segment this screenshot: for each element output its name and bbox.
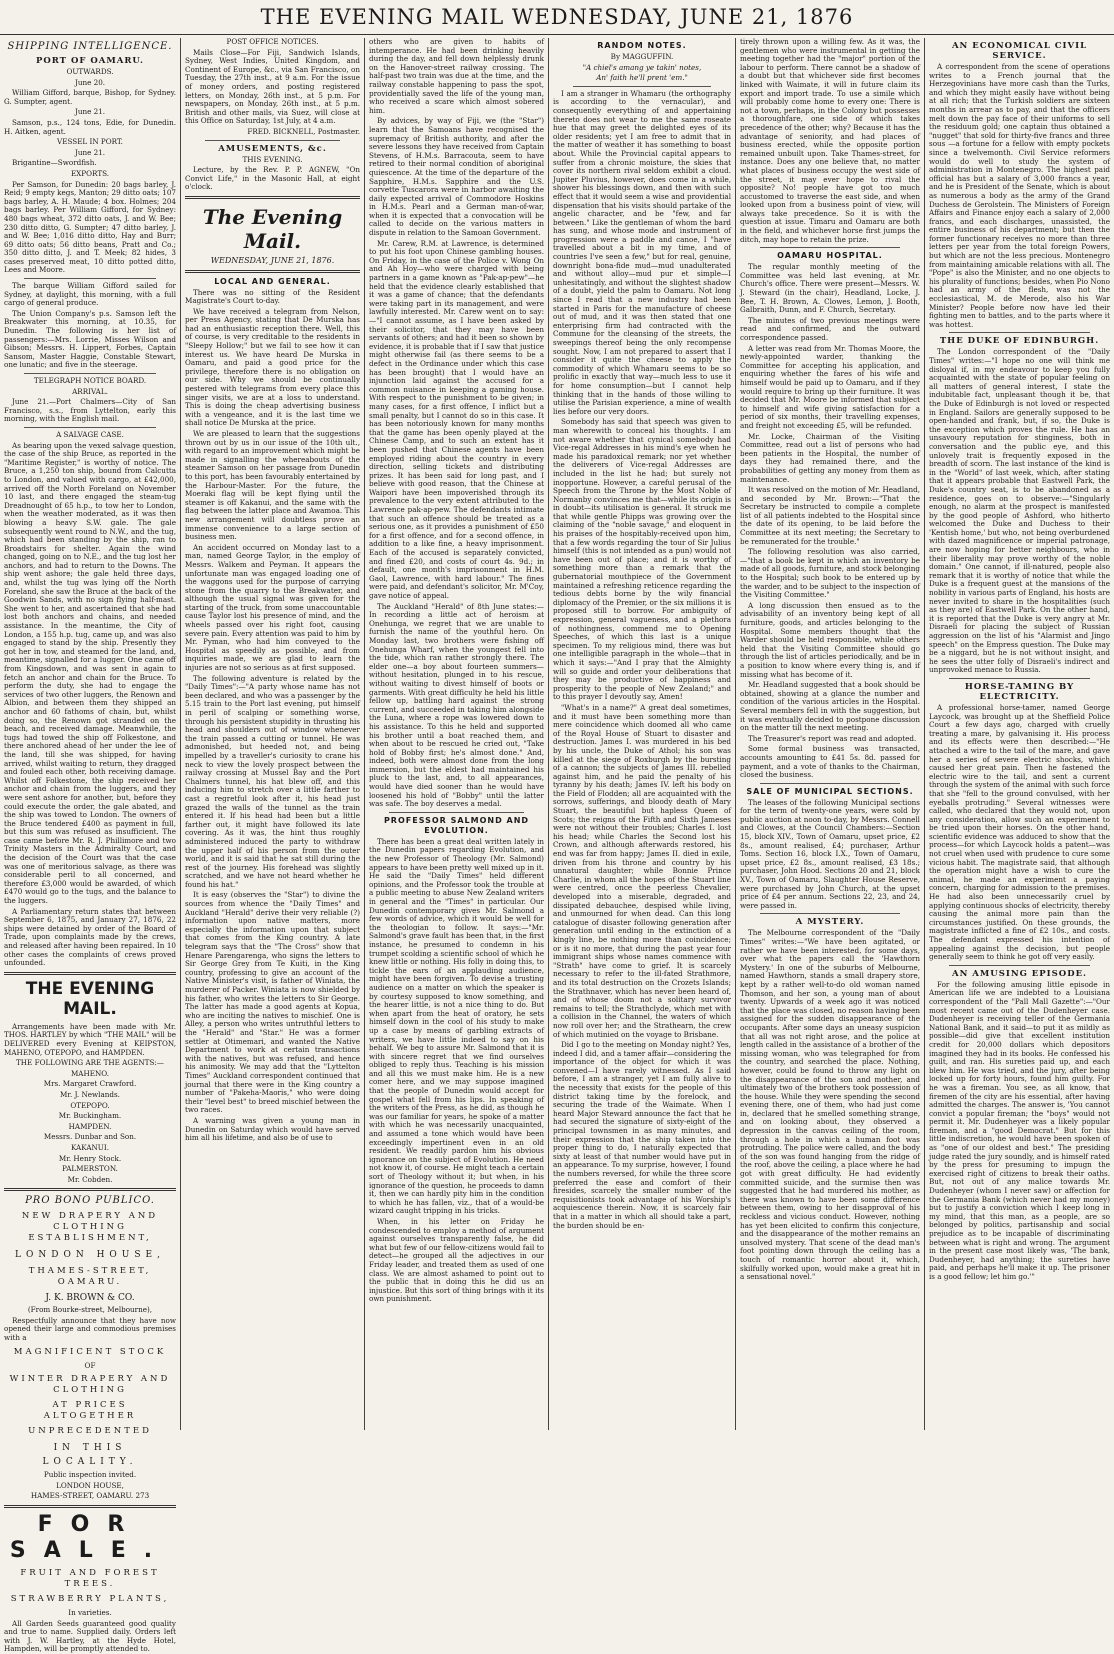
paragraph: A warning was given a young man in Dunedin on Saturday which would have served him all his lifetime, and also be of use to — [185, 1115, 360, 1143]
telegraph-head: TELEGRAPH NOTICE BOARD. — [33, 376, 147, 385]
divider — [949, 332, 1090, 333]
prices-line: AT PRICES ALTOGETHER — [43, 1400, 137, 1422]
bourke-street: (From Bourke-street, Melbourne), — [27, 1305, 153, 1315]
divider — [24, 278, 156, 279]
paragraph: The following adventure is related by the "Daily Times":—"A party whose name has not been declared, and who was a passenger by the 5.15 train to the Port last evening, put himself in peril of scalping or something worse, through his persistent stupidity in thrusting his head and shoulders out of window whenever the train passed a cutting or tunnel. He was admonished, but heeded not, and being impelled by a traveller's curiosity to crane his neck to view the lovely prospect between the railway crossing at Mussel Bay and the Port Chalmers tunnel, his hat blew off, and this inducing him to stretch over a little farther to cast a regretful look after it, his head just grazed the walls of the tunnel as the train entered it. If his head had been but a little farther out, it might have followed its late covering. As it was, the hint thus roughly administered induced the party to withdraw the upper half of his person from the outer world, and it is said that he sat still during the rest of the journey. His forehead was slightly scratched, and we have not heard whether he found his hat." — [185, 673, 360, 889]
announce: Respectfully announce that they have now opened their large and commodious premises with a — [4, 1315, 176, 1343]
masthead: THE EVENING MAIL WEDNESDAY, JUNE 21, 1876 — [0, 0, 1114, 35]
paper-title: The Evening Mail. — [202, 204, 343, 253]
agent-line: KAKANUI. — [70, 1142, 109, 1152]
divider — [949, 965, 1090, 966]
agent-line: Mr. Henry Stock. — [58, 1153, 122, 1163]
double-rule — [4, 972, 176, 975]
hospital-head: OAMARU HOSPITAL. — [777, 251, 883, 261]
amusing-episode-head: AN AMUSING EPISODE. — [951, 968, 1088, 979]
this-evening: THIS EVENING. — [242, 154, 303, 164]
entry-2: Samson, p.s., 124 tons, Edie, for Dunedin. H. Aitken, agent. — [4, 117, 176, 136]
magnificent-stock: MAGNIFICENT STOCK — [13, 1346, 167, 1357]
paragraph: The Melbourne correspondent of the "Daily Times" writes:—"We have been agitated, or rather we have been interested, for some days, over what the papers call the 'Hawthorn Mystery.' In one of the suburbs of Melbourne, named Hawthorn, stands a small drapery store, kept by a rather well-to-do old woman named Thomson, and her son, a young man of about twenty. Upwards of a week ago it was noticed that the place was closed, no reason having been assigned for the sudden disappearance of the occupants. After some days an uneasy suspicion that all was not right arose, and the police at length called in the assistance of a brother of the missing woman, who was telegraphed for from the country, and searched the place. Nothing, however, could be found to throw any light on the disappearance of the son and mother, and ultimately two of the brothers took possession of the house. While they were spending the second evening there, one of them, who had just come in, declared that he smelled something strange, and on looking about, they observed a depression in the canvas ceiling of the room, through a hole in which a human foot was protruding. The police were called, and the body of the son was found hanging from the ridge of the roof, above the ceiling, a place where he had got with great difficulty. He had evidently committed suicide, and the surmise then was suggested that he had murdered his mother, as there was known to have been some difference between them, owing to her disapproval of his reckless and vicious conduct. However, nothing has yet been elicited to confirm this conjecture, and the disappearance of the mother remains an unsolved mystery. That scene of the dead man's foot pointing down through the ceiling has a touch of romantic horror about it, which, skilfully worked upon, would make a great hit in a sensational novel." — [740, 928, 920, 1282]
paragraph: The leases of the following Municipal sections for the term of twenty-one years, were sold by public auction at noon to-day, by Messrs. Connell and Clowes, at the Council Chambers:—Section 15, block XIV., Town of Oamaru, upset price, £2 8s., amount realised, £4; purchaser, Arthur Toms. Section 16, block I.X., Town of Oamaru, upset price, £2 8s., amount realised, £3 18s.; purchaser, John Hood. Sections 20 and 21, block XV., Town of Oamaru, Slaughter House Reserve, were purchased by John Church, at the upset price of £4 per annum. Sections 22, 23, and 24, were passed in. — [740, 797, 920, 910]
paragraph: There has been a great deal written lately in the Dunedin papers regarding Evolution, and the new Professor of Theology (Mr. Salmond) appears to have been pretty well mixed up in it. He said the "Daily Times" held different opinions, and the Professor took the trouble at a public meeting to abuse New Zealand writers in general and the "Times" in particular. Our Dunedin contemporary gives Mr. Salmond a few words of advice, which it would be well for the theologian to follow. It says:—"Mr. Salmond's grave fault has been that, in the first instance, he presumed to condemn in his trumpet scolding a scientific school of which he knew little or nothing. His folly in doing this, to tickle the ears of an applauding audience, might have been forgiven. To devise a trusting audience on a matter on which the speaker is by courtesy supposed to know something, and the hearer little, is not a nice thing to do. But when apart from the heat of oratory, he sets himself down in the cool of his study to make up a case by means of garbling extracts of writers, we have little indeed to say on his behalf. We beg to assure Mr. Salmond that it is with sincere regret that we find ourselves obliged to reply thus. Teaching is his mission and all this we must make him. He is a new comer here, and we may suppose imagined that the people of Dunedin would accept for gospel what fell from his lips. In speaking of the writers of the Press, as he did, as though he was our familiar for years, he spoke of a matter with which he was necessarily unacquainted, and assumed a tone which would have been exceedingly impertinent even in an old resident. We readily pardon him his obvious ignorance on the subject of Evolution. He need not know it, of course. He might teach a certain sort of Theology without it; but when, in his ignorance of the question, he proceeds to damn it, then we can hardly pity him in the condition to which he has fallen, viz., that of a would-be wizard caught tripping in his tricks. — [369, 836, 544, 1216]
agent-line: Mrs. Margaret Crawford. — [43, 1079, 137, 1089]
double-rule — [185, 270, 360, 273]
barque-note: The barque William Gifford sailed for Sydney, at daylight, this morning, with a full cargo of general produce. — [4, 281, 176, 308]
strawberry-plants: STRAWBERRY PLANTS, — [10, 1594, 170, 1605]
paragraph: For the following amusing little episode in American life we are indebted to a Louisiana correspondent of the "Pall Mall Gazette":—"Our most recent came out of the Dudenheyer case. Dudenheyer is receiving teller of the Germania National Bank, and it said—to put it as mildly as possible—did give that excellent institution credit for 20,000 dollars which depositors imagined they had in its books. He confessed his guilt, and ran. His sureties paid up, and each blew him. He was tried, and the jury, after being locked up for forty hours, found him guilty. For he was a fireman. You see, as all know, that firemen of the city are his essential, after having admitted the charges. The answer is, 'You cannot convict a popular fireman; the "boys" would not permit it. Mr. Dudenheyer was a likely popular fireman, and a "good Democrat." But for this little indiscretion, he would have been spoken of as "one of our oldest and best." The presiding judge rated the jury soundly, and is himself rated by the press for presuming to impugn the exercised right of citizens to break their oaths. But, not out of any malice towards Mr. Dudenheyer (whom I never saw) or affection for the Germania Bank (which never had my money) but to justify a conviction which I keep long in my mind, that this man, as a people, are so belonged by politics, partisanship and social prejudice as to be incapable of discriminating between what is right and wrong. The argument in the present case most likely was, 'The bank, Dudenheyer, had anything; the sureties have paid, and perhaps he'll make it up. The prisoner is a good fellow; let him go.'" — [929, 979, 1110, 1281]
paragraph: Mr. Carew, R.M. at Lawrence, is determined to put his foot upon Chinese gambling houses. On Friday, in the case of the Police v. Wong On and Ah Hoy—who were charged with being partners in a game known as "Pak-ap-pew"—he held that the evidence clearly established that it was a game of chance; that the defendants were taking part in its management, and were lawfully interested. Mr. Carew went on to say:—"I cannot assume, as I have been asked by their solicitor, that they may have been servants of others; and had it been so shown by evidence, it is probable that if I saw that justice might otherwise fail (as there seems to be a defect in the Ordinance under which this case has been brought) that I would have an injunction laid against the accused for a common nuisance in keeping a gaming house. With respect to the punishment to be given; in many cases, for a first offence, I inflict but a small penalty, but I cannot do so in this case. It has been notoriously known for many months that the game has been openly played at the Chinese Camp, and to such an extent has it been pushed that Chinese agents have been employed riding about the country in every direction, selling tickets and distributing prizes. It has been said for long past, and I believe with good reason, that the Chinese at Waipori have been impoverished through its prevalence to the very extent attributed to the Lawrence pak-ap-pew. The defendants intimate that such an offence should be treated as a serious one, as it provides a punishment of £50 for a first offence, and for a second offence, in addition to a like fine, a heavy imprisonment. Each of the accused is separately convicted, and fined £20, and costs of court 4s. 9d.; in default, one month's imprisonment in H.M. Gaol, Lawrence, with hard labour." The fines were paid, and defendant's solicitor, Mr. M'Coy, gave notice of appeal. — [369, 238, 544, 600]
paragraph: Somebody has said that speech was given to man wherewith to conceal his thoughts. I am not aware whether that cynical somebody had Vice-regal Addresses in his mind's eye when he made his paradoxical remark; nor yet whether the deliverers of Vice-regal Addresses are included in the list he had; but surely not inopportune. However, a careful perusal of the Speech from the Throne by the Most Noble of Normanby convinces me that—while its origin is in doubt—its utilisation is general. It struck me that while gentle Phipps was growing over the claiming of the "noble savage," and eloquent in his praises of the hospitably-received upon him, that a few words regarding the tour of Sir Julius himself (this is not intended as a pun) would not have been out of place; and it is worthy of something more than a remark that the gubernatorial mouthpiece of the Government maintained a refreshing reticence regarding the tedious debts borne by the wily financial diplomacy of the Premier, or the six millions it is proposed still to borrow. For ambiguity of expression, general vagueness, and a plethora of nothingness, commend me to Opening Speeches, of which this last is a unique specimen. To my religious mind, there was but one intelligible paragraph in the whole—that in which it says:—"And I pray that the Almighty will so guide and order your deliberations that they may be productive of happiness and prosperity to the people of New Zealand;" and to this prayer I devoutly say, Amen! — [553, 417, 731, 702]
paragraph: We are pleased to learn that the suggestions thrown out by us in our issue of the 10th ult., with regard to an improvement which might be made in signalling the whereabouts of the steamer Samson on her passage from Dunedin to this port, has been favourably entertained by the Harbour-Master. For the future, the Moeraki flag will be kept flying until the steamer is off Kakanui, and the same with the flag between the latter place and Awamoa. This new arrangement will doubtless prove an immense convenience to a large section of business men. — [185, 429, 360, 542]
divider — [205, 140, 340, 141]
column-random-notes — [549, 38, 735, 1430]
paragraph: We have received a telegram from Nelson, per Press Agency, stating that De Murska has had an enthusiastic reception there. Well, this of course, is very creditable to the residents in "Sleepy Hollow;" but we fail to see how it can interest us. We have heard De Murska in Oamaru, and paid a good price for the privilege, therefore there is no obligation on our side. Why we should be continually pestered with telegrams from every place this singer visits, we are at a loss to understand. This is doing the cheap advertising business with a vengeance, and it is the last time we shall notice De Murska at the price. — [185, 306, 360, 428]
telegraph-note: June 21.—Port Chalmers—City of San Francisco, s.s., from Lyttelton, early this morning, with the English mail. — [4, 397, 176, 424]
paragraph: Some formal business was transacted, accounts amounting to £41 5s. 8d. passed for payment, and a vote of thanks to the Chairman, closed the business. — [740, 744, 920, 780]
column-local — [181, 38, 364, 1430]
agents-head: THE FOLLOWING ARE THE AGENTS:— — [16, 1058, 164, 1068]
paragraph: The regular monthly meeting of the Committee was held last evening, at Mr. Church's office. There were present—Messrs. W. J. Steward (in the chair), Headland, Locke, J. Bee, T. H. Brown, A. Clowes, Lemon, J. Booth, Galbraith, Dunn, and F. Church, Secretary. — [740, 262, 920, 315]
brown-co: J. K. BROWN & CO. — [45, 1293, 135, 1304]
paragraph: When, in his letter on Friday he condescended to employ a method of argument against ourselves transparently false, he did what but few of our fellow-citizens would fail to detect—he grouped all the adjectives in our Friday leader, and treated them as used of one class. We are almost ashamed to point out to the public that in doing this he did us an injustice. But this sort of thing brings with it its own punishment. — [369, 1216, 544, 1304]
postmaster-signature: FRED. BICKNELL, Postmaster. — [247, 126, 360, 136]
drapery-line: NEW DRAPERY AND CLOTHING ESTABLISHMENT, — [21, 1211, 159, 1244]
pro-bono-title: PRO BONO PUBLICO. — [25, 1195, 155, 1207]
agent-line: HAMPDEN. — [68, 1121, 112, 1131]
paragraph: Did I go to the meeting on Monday night? Yes, indeed I did, and a tamer affair—considering the importance of the object for which it was convened—I have rarely witnessed. As I said before, I am a stranger, yet I am fully alive to the necessity that exists for the people of this district taking time by the forelock, and securing the trade of the Waimate. When I heard Major Steward announce the fact that he had secured the signature of sixty-eight of the principal townsmen in as many minutes, and their expression that the ship taken into the proper thing to do, I naturally expected that sixty at least of that number would have put in an appearance. To my surprise, however, I found the numbers reversed, for while the three score preferred the ease and comfort of their firesides, scarcely the smaller number of the requisitionists took advantage of his Worship's acquiescence therein. Now, it is scarcely fair that in a matter in which all should take a part, the burden should be en- — [553, 1040, 731, 1230]
paragraph: The Auckland "Herald" of 8th June states:—In recording a little act of heroism at Onehunga, we regret that we are unable to furnish the name of the youthful hero. On Monday last, two brothers were fishing off Onehunga Wharf, when the youngest fell into the tide, which ran rather strongly there. The elder one—a boy about fourteen summers—without hesitation, plunged in to his rescue, without waiting to divest himself of boots or garments. With great difficulty he held his little fellow up, battling hard against the strong current, and succeeded in taking him alongside the Luna, where a rope was lowered down to his assistance. To this he held and supported his brother until a boat reached them, and when about to be rescued he cried out, "Take hold of Bobby first; he's almost done." And, indeed, both were almost done from the long immersion, but the eldest had maintained his pluck to the last, and, to all appearances, would have died sooner than he would have loosened his hold of "Bobby" until the latter was safe. The boy deserves a medal. — [369, 601, 544, 809]
thames-street: THAMES-STREET, OAMARU. — [28, 1266, 152, 1288]
locality: IN THIS LOCALITY. — [42, 1443, 138, 1468]
agent-line: Mr. Cobden. — [67, 1174, 113, 1184]
divider — [24, 427, 156, 428]
paragraph: I am a stranger in Whamaru (the orthography is according to the vernacular), and consequently everything of and appertaining thereto does not wear to me the same roseate hue that may greet the delighted eyes of its older residents; yet I am free to admit that in the matter of weather it has something to boast about. While the Provincial capital appears to suffer from a chronic moisture, the skies that cover its northern rival seldom exhibit a cloud. Jupiter Pluvius, however, does come in a while, shower his blessings down, and then with such effect that it would seem a wise and providential dispensation that his visits should partake of the angelic character, and be "few, and far between." Like the gentleman of whom the bard has sung, and whose mode and instrument of progression were a paddle and canoe, I "have travelled about a bit in my time, and of countries I've seen a few," but for real, genuine, downright bona-fide mud—mud unadulterated and without alloy—mud pur et simple—I unhesitatingly, and without the slightest shadow of a doubt, yield the palm to Oamaru. Not long since I read that a new industry had been started in Paris for the manufacture of cheese out of mud, and it was then stated that one enterprising firm had contracted with the Commune for the cleansing of the streets, the sweepings thereof being the only recompense sought. Now, I am not prepared to assert that I consider it quite the cheese to apply the commodity of which Whamaru seems to be so prolific in exactly that way—much less to use it for home consumption—but I cannot help thinking that in the hands of those willing to utilise the Parisian experience, a mine of wealth lies before our very doors. — [553, 88, 731, 416]
agent-line: Mr. J. Newlands. — [60, 1089, 120, 1099]
post-office-head: POST OFFICE NOTICES. — [226, 37, 319, 46]
date-3: June 21. — [74, 147, 106, 157]
date-1: June 20. — [74, 77, 106, 87]
agent-line: PALMERSTON. — [62, 1164, 118, 1174]
divider — [573, 86, 711, 87]
duke-head: THE DUKE OF EDINBURGH. — [939, 336, 1100, 347]
paragraph: A letter was read from Mr. Thomas Moore, the newly-appointed warder, thanking the Committee for accepting his application, and enquiring whether the fares of his wife and himself would be paid up to Oamaru, and if they would require to bring up their furniture. It was decided that Mr. Moore be informed that subject to himself and wife giving satisfaction for a period of six months, their travelling expenses, and freight not exceeding £5, will be refunded. — [740, 343, 920, 430]
lecture-note: Lecture, by the Rev. P. P. AGNEW, "On Convict Life," in the Masonic Hall, at eight o'clock. — [185, 165, 360, 192]
outwards-head: OUTWARDS. — [66, 67, 114, 76]
byline: By MAGGUFFIN. — [610, 52, 674, 61]
agent-line: OTEPOPO. — [70, 1100, 110, 1110]
salvage-head: A SALVAGE CASE. — [56, 429, 124, 439]
divider — [760, 783, 900, 784]
hames-street: HAMES-STREET, OAMARU. 273 — [30, 1491, 150, 1501]
verse-line: "A chiel's amang ye takin' notes, — [582, 62, 702, 72]
paragraph: It was resolved on the motion of Mr. Headland, and seconded by Mr. Brown:—"That the Secretary be instructed to compile a complete list of all patients indebted to the Hospital since the date of its opening, to be laid before the Committee at its next meeting; the Secretary to be remunerated for the trouble." — [740, 485, 920, 546]
london-house: LONDON HOUSE, — [15, 1250, 165, 1261]
column-shipping — [0, 38, 180, 1654]
paragraph: Mr. Locke, Chairman of the Visiting Committee, read out a list of persons who had been patients in the Hospital, the number of days they had remained there, and the probabilities of getting any money from them as maintenance. — [740, 431, 920, 484]
paragraph: It is easy (observes the "Star") to divine the sources from whence the "Daily Times" and Auckland "Herald" derive their very reliable (?) information upon native matters, more especially the information upon that subject that comes from the King country. A late telegram says that the "The Cross" show that Henare Parengarenga, who signs the letters to Sir George Grey from Te Kuiti, in the King country, professing to give an account of the Native Minister's visit, is father of Winiata, the murderer of Packer. Winiata is now shielded by his father, who writes the letters to Sir George. The latter has made a good agents at Kopua, who are inciting the natives to mischief. One is Alley, a person who writes untruthful letters to the "Herald" and "Star." He was a former settler at Otimemari, and wanted the Native Department to work at certain transactions with the natives, but was refused, and hence his animosity. We may add that the "Lyttelton Times" Auckland correspondent continued that journal that there were in the King country a number of "Pakeha-Maoris," who were doing their "level best" to breed mischief between the two races. — [185, 890, 360, 1115]
divider — [24, 373, 156, 374]
divider — [949, 678, 1090, 679]
paragraph: A professional horse-tamer, named George Laycock, was brought up at the Sheffield Police Court a few days ago, charged with cruelly treating a mare, by galvanising it. His process and its effects were then described:—"He attached a wire to the tail of the mare, and gave her a series of severe electric shocks, which caused her great pain. Then he fastened the electric wire to the tail, and sent a current through the system of the animal with such force that she "fell to the ground convulsed, with her eyeballs protruding." Several witnesses were called, who declared that they would not, upon any consideration, allow such an experiment to be tried upon their horses. On the other hand, scientific evidence was adduced to show that the process—for which Laycock holds a patent—was not cruel when used with prudence to cure some vicious habit. The magistrate said, that although the operation might have a wish to cure the animal, he made an experiment a paying concern, charging for admission to the premises. He had also been unnecessarily cruel by applying continuous shocks of electricity, thereby causing the animal more pain than the circumstances justified. On these grounds, the magistrate inflicted a fine of £2 10s., and costs. The defendant expressed his intention of appealing against the decision, but people generally seem to think he got off very easily. — [929, 702, 1110, 962]
post-office-notice: Mails Close—For Fiji, Sandwich Islands, Sydney, West Indies, United Kingdom, and Continent of Europe, &c., via San Francisco, on Tuesday, the 27th inst., at 9 a.m. For the issue of money orders, and posting registered letters, on Monday, 26th inst., at 5 p.m. For newspapers, on Monday, 26th inst., at 5 p.m. British and other mails, via Suez, will close at this Office on Saturday, 1st July, at 4 a.m. — [185, 47, 360, 126]
for-sale-title: FOR SALE. — [9, 1512, 171, 1564]
agent-line: Mr. Buckingham. — [58, 1111, 122, 1121]
local-general-head: LOCAL AND GENERAL. — [214, 276, 331, 286]
vessel-head: VESSEL IN PORT. — [57, 137, 123, 147]
vessel: Brigantine—Swordfish. — [12, 158, 97, 168]
paragraph: "What's in a name?" A great deal sometimes, and it must have been something more than mere coincidence which doomed all who came of the Royal House of Stuart to disaster and destruction. James I. was murdered in his bed by his uncle, the Duke of Athol; his son was killed at the siege of Roxburgh by the bursting of a cannon; the subjects of James III. rebelled against him, and he paid the penalty of his tyranny by his death; James IV. left his body on the Field of Flodden; all are acquainted with the sorrows, sufferings, and bloody death of Mary Stuart, the beautiful but hapless Queen of Scots; the reigns of the Fifth and Sixth Jameses were not without their troubles; Charles I. lost his head; while Charles the Second lost his Crown, and although afterwards restored, his end was far from happy; James II. died in exile, driven from his throne and country by his unnatural daughter; while Bonnie Prince Charlie, in whom all the hopes of the Stuart line were centred, once the peerless Chevalier, developed into a miserable, degraded, and dissipated debauchee, despised while living, and unmourned for when dead. Can this long catalogue of disaster following generation after generation until ending in the extinction of a kingly line, be nothing more than coincidence; or is it no more, that during the past year four immigrant ships whose names commence with "Strath" have come to grief. It is scarcely necessary to refer to the ill-fated Strathmore, and its total destruction on the Crozets Islands; the Strathnaver, which has never been heard of, and of whose doom not a solitary survivor remains to tell; the Strathclyde, which met with a collision in the Channel, the waters of which now roll over her; and the Strathearn, the crew of which mutinied on the voyage to Brisbane. — [553, 702, 731, 1039]
exports: Per Samson, for Dunedin: 20 bags barley, J. Reid; 9 empty kegs, Manton; 29 ditto oats; 107 bags barley, A. H. Maude; 4 box. Holmes; 204 bags barley. Per William Gifford, for Sydney: 480 bags wheat, 372 ditto oats, J. and W. Bee; 230 ditto ditto, G. Sumpter; 47 ditto barley, J. and W. Bee; 1,016 ditto ditto, Hay and Burr; 69 ditto oats; 56 ditto beans, Pratt and Co.; 350 ditto ditto, J. and T. Meek; 82 hides, 3 cases preserved meat, 10 ditto potted ditto, Lees and Moore. — [4, 179, 176, 275]
horse-taming-head: HORSE-TAMING BY ELECTRICITY. — [964, 681, 1075, 702]
mystery-head: A MYSTERY. — [795, 917, 865, 928]
paragraph: A correspondent from the scene of operations writes to a French journal that the Herzegovinians have more cash than the Turks, and which they might easily have without being at all rich; that the Turkish soldiers are sixteen months in arrear as to pay, and that the officers melt down the pay face of their uniforms to sell the residuum gold; one captain thus obtained a "nugget" that sold for thirty-five francs and three sous —a fortune for a fellow with empty pockets since a twelvemonth. Civil Service reformers would do well to study the system of administration in Montenegro. The highest paid official has but a salary of 3,000 francs a year, and he is President of the Senate, which is about as numerous a body as the army of the Grand Duchess de Gerolstein. The Ministers of Foreign Affairs and Finance enjoy each a salary of 2,000 francs, and each discharges, unassisted, the entire business of his department; but then the former functionary receives no more than three letters per year from the total foreign Powers, but which are not the less precious. Montenegro from maintaining amicable relations with all. The "Pope" is also the Minister, and no one objects to his plurality of functions; besides, when Pio Nono had an army of the flesh, was not the ecclesiastical, M. de Merode, also his War Minister? People before now have led their fighting men to battles, and to the parts where it was hottest. — [929, 62, 1110, 329]
paragraph: The London correspondent of the "Daily Times" writes:—"I hope no one will think me disloyal if, in my endeavour to keep you fully acquainted with the state of popular feeling on all matters of general interest, I state the indubitable fact, unpleasant though it be, that the Duke of Edinburgh is not loved or respected in England. Sailors are generally supposed to be open-handed and frank, but, if so, the Duke is the exception which proves the rule. He has an unsavoury reputation for stinginess, both in conversation and the public eye, and this unlovely trait is frequently exposed in the breadth of scorn. The last instance of the kind is in the "World" of last week, which, after stating that it appears probable that Eastwell Park, the Duke's country seat, is to be abandoned as a residence, goes on to observe:—"Singularly enough, no alarm at the prospect is manifested by the good people of Ashford, who hitherto welcomed the Duke and Duchess to their 'Kentish home,' but who, not being overburdened with dazed magnificence or imperial patronage, are now hoping for better neighbours, who in their liberality may prove worthy of the noble domain." One cannot, if ill-natured, people also remark that it is worthy of notice that while the Duke is a frequent guest at the mansions of the nobility in various parts of England, his hosts are never invited to share in the hospitalities (such as they are) of Eastwell Park. On the other hand, it is reported that the Duke is very angry at Mr. Disraeli for placing the subject of Russian aggression on the list of his "Alarmist and Jingo speech" on the Empress question. The Duke may be a niggard, but he is not without insight, and he sees the utter folly of Disraeli's indirect and unprovoked menace to Russia. — [929, 347, 1110, 675]
winter-drapery: WINTER DRAPERY AND CLOTHING — [9, 1374, 171, 1396]
double-rule — [4, 1505, 176, 1508]
paragraph: others who are given to habits of intemperance. He had been drinking heavily during the day, and fell down helplessly drunk on the Hanover-street railway crossing. The half-past two train was due at the time, and the railway constable happening to pass the spot, providentially saved the life of the young man, who received a scare which almost sobered him. — [369, 37, 544, 115]
inspection: Public inspection invited. — [43, 1470, 137, 1480]
salvage-body: As bearing upon the vexed salvage question, the case of the ship Bruce, as reported in the "Maritime Register," is worthy of notice. The Bruce, a 1,250 ton ship, bound from Calcutta to London, and valued with cargo, at £42,000, arrived off the North Foreland on November 10 last, and there engaged the steam-tug Dreadnought of 65 h.p., to tow her to London, when the weather moderated, as it was then blowing a heavy S.W. gale. The gale subsequently went round to N.W., and the tug, which had been standing by the ship, ran to Broadstairs for shelter. Again the wind changed, going on to N.E., and the tug lost her anchors, and had to return to the Downs. The ship went ashore; the gale held three days, and, whilst the tug was lying off the North Foreland, she saw the Bruce at the back of the Goodwin Sands, with no sign flying half-mast. She went to her, and ascertained that she had lost both anchors and chains, and needed assistance. In the meantime, the City of London, a 155 h.p. tug, came up, and was also engaged to stand by the ship. Presently they got her in tow, and steamed for the land, and, meantime, signalled for a lugger. One came off from Kingsdown, and was sent in again to fetch an anchor and chain for the Bruce. To perform the duty, she had to engage the services of two other luggers, the Renown and Albion, and between them they shipped an anchor and 60 fathoms of chain, but, whilst doing so, the Renown got stranded on the beach, and received damage. Meanwhile, the tugs had towed the ship off Folkestone, and there anchored ahead of her under the lee of the land, till she was shipped, for having arrived, whilst waiting to return, they dragged and fouled each other, both receiving damage. Whilst off Folkestone, the ship received her anchor and chain from the luggers, and they were sent ashore for another, but, before they could execute the order, the gale abated, and the ship was towed to London. The owners of the Bruce tendered £400 as payment in full, but this sum was refused as insufficient. The case came before Mr. R. J. Phillimore and two Trinity Masters in the Admiralty Court, and the decision of the Court was that the case was one of meritorious salvage, as there was considerable peril to all concerned, and therefore £3,000 would be awarded, of which £470 would go to the tugs, and the balance to the luggers. — [4, 440, 176, 906]
column-misc — [925, 38, 1114, 1430]
economical-head: AN ECONOMICAL CIVIL SERVICE. — [951, 41, 1088, 61]
divider — [389, 812, 524, 813]
varieties: In varieties. — [68, 1608, 112, 1618]
paragraph: The following resolution was also carried, —"that a book be kept in which an inventory be made of all goods, furniture, and stock belonging to the Hospital; such book to be entered up by the warder, and to be subject to the inspection of the Visiting Committee." — [740, 547, 920, 600]
paragraph: A long discussion then ensued as to the advisability of an inventory being kept of all furniture, goods, and articles belonging to the Hospital. Some members thought that the Warder should be held responsible, while others held that the Visiting Committee should go through the list of articles periodically, and be in a position to know where every thing is, and if missing what has become of it. — [740, 600, 920, 679]
double-rule — [4, 1188, 176, 1191]
dateline: WEDNESDAY, JUNE 21, 1876. — [210, 255, 335, 265]
paragraph: There was no sitting of the Resident Magistrate's Court to-day. — [185, 287, 360, 306]
seeds-note: All Garden Seeds guaranteed good quality and true to name. Supplied daily. Orders left with J. W. Hartley, at the Hyde Hotel, Hampden, will be promptly attended to. — [4, 1618, 176, 1654]
amusements-head: AMUSEMENTS, &c. — [218, 143, 327, 154]
arrival-head: ARRIVAL. — [72, 386, 108, 396]
date-2: June 21. — [74, 107, 106, 117]
port-head: PORT OF OAMARU. — [35, 56, 145, 66]
paragraph: tirely thrown upon a willing few. As it was, the gentlemen who were instrumental in getting the meeting together had the "major" portion of the labour to perform. There cannot be a shadow of a doubt but that whichever side first becomes linked with Waimate, it will in future claim its export and import trade. To use a simile which will probably come home to every one: There is not a town, perhaps, in the Colony but possesses a thoroughfare, one side of which takes precedence of the other; why? Because it has the advantage of seniority, and had places of business erected, while the opposite portion remained unbuilt upon. Take Thames-street, for instance. Does any one believe that, no matter what places of business occupy the west side of the street, it may ever hope to rival the opposite? No! people have got too much accustomed to traverse the east side, and when looked upon from a business point of view, will always take precedence. So it is with the question at issue. Timaru and Oamaru are both in the field, and whichever horse first jumps the ditch, may hope to retain the prize. — [740, 37, 920, 244]
evening-mail-ad-title: THE EVENING MAIL. — [25, 978, 155, 1019]
column-hospital — [736, 38, 924, 1430]
fruit-trees: FRUIT AND FOREST TREES. — [20, 1568, 160, 1590]
random-notes-head: RANDOM NOTES. — [597, 41, 687, 50]
agent-line: Messrs. Dunbar and Son. — [43, 1132, 137, 1142]
london-house-2: LONDON HOUSE, — [56, 1480, 124, 1490]
paragraph: An accident occurred on Monday last to a man, named George Taylor, in the employ of Messrs. Walkem and Peyman. It appears the unfortunate man was engaged loading one of the waggons used for the purpose of carrying stone from the quarry to the Breakwater, and although the usual signal was given for the starting of the truck, from some unaccountable cause Taylor lost his presence of mind, and the wheels passed over his right foot, causing severe pain. Every attention was paid to him by Mr. Pyman, who had him conveyed to the Hospital as speedily as possible, and from inquiries made, we are glad to learn the injuries are not so serious as at first supposed. — [185, 542, 360, 673]
paragraph: The Treasurer's report was read and adopted. — [748, 733, 917, 743]
column-local-cont — [365, 38, 548, 1430]
unprecedented: UNPRECEDENTED — [28, 1426, 152, 1437]
divider — [760, 247, 900, 248]
divider — [760, 913, 900, 914]
agent-line: MAHENO. — [70, 1068, 110, 1078]
exports-head: EXPORTS. — [70, 168, 110, 178]
entry-1: William Gifford, barque, Bishop, for Sydney. G. Sumpter, agent. — [4, 88, 176, 106]
of-line: OF — [84, 1360, 96, 1370]
paragraph: The minutes of two previous meetings were read and confirmed, and the outward correspondence passed. — [740, 315, 920, 342]
paragraph: Mr. Headland suggested that a book should be obtained, showing at a glance the number and condition of the various articles in the Hospital. Several members fell in with the suggestion, but it was eventually decided to postpone discussion on the matter till the next meeting. — [740, 680, 920, 733]
sale-sections-head: SALE OF MUNICIPAL SECTIONS. — [746, 786, 914, 796]
shipping-title: SHIPPING INTELLIGENCE. — [7, 41, 173, 52]
salmond-head: PROFESSOR SALMOND AND EVOLUTION. — [383, 815, 530, 835]
parliament-note: A Parliamentary return states that between September 6, 1875, and January 27, 1876, 22 ships were detained by order of the Board of Trade, upon complaints made by the crews, and released after having been repaired. In 10 other cases the complaints of crews proved unfounded. — [4, 906, 176, 968]
arrangements: Arrangements have been made with Mr. THOS. HARTLEY by which "THE MAIL" will be DELIVERED every Evening at KEIPSTON, MAHENO, OTEPOPO, and HAMPDEN. — [4, 1021, 176, 1057]
verse-line: An' faith he'll prent 'em." — [596, 73, 688, 83]
double-rule — [185, 196, 360, 199]
paragraph: By advices, by way of Fiji, we (the "Star") learn that the Samoans have recognised the supremacy of British authority, and after the severe lessons they have received from Captain Stevens, of H.M.s. Barracouta, seem to have retired to their normal condition of aboriginal quiescence. At the time of the departure of the Sapphire, H.M.s. Sapphire and the U.S. corvette Tuscarora were in harbor awaiting the daily expected arrival of Commodore Hoskins in H.M.s. Pearl and a German man-of-war, when it is expected that a convocation will be called to decide on the various matters in dispute in relation to the Samoan Government. — [369, 116, 544, 238]
samson-note: The Union Company's p.s. Samson left the Breakwater this morning, at 10.35, for Dunedin. The following is her list of passengers:—Mrs. Lorrie, Misses Wilson and Gibson; Messrs. H. Lippert, Forbes, Captain Sansom, Master Haggie, Constable Stewart, one lunatic; and five in the steerage. — [4, 308, 176, 370]
